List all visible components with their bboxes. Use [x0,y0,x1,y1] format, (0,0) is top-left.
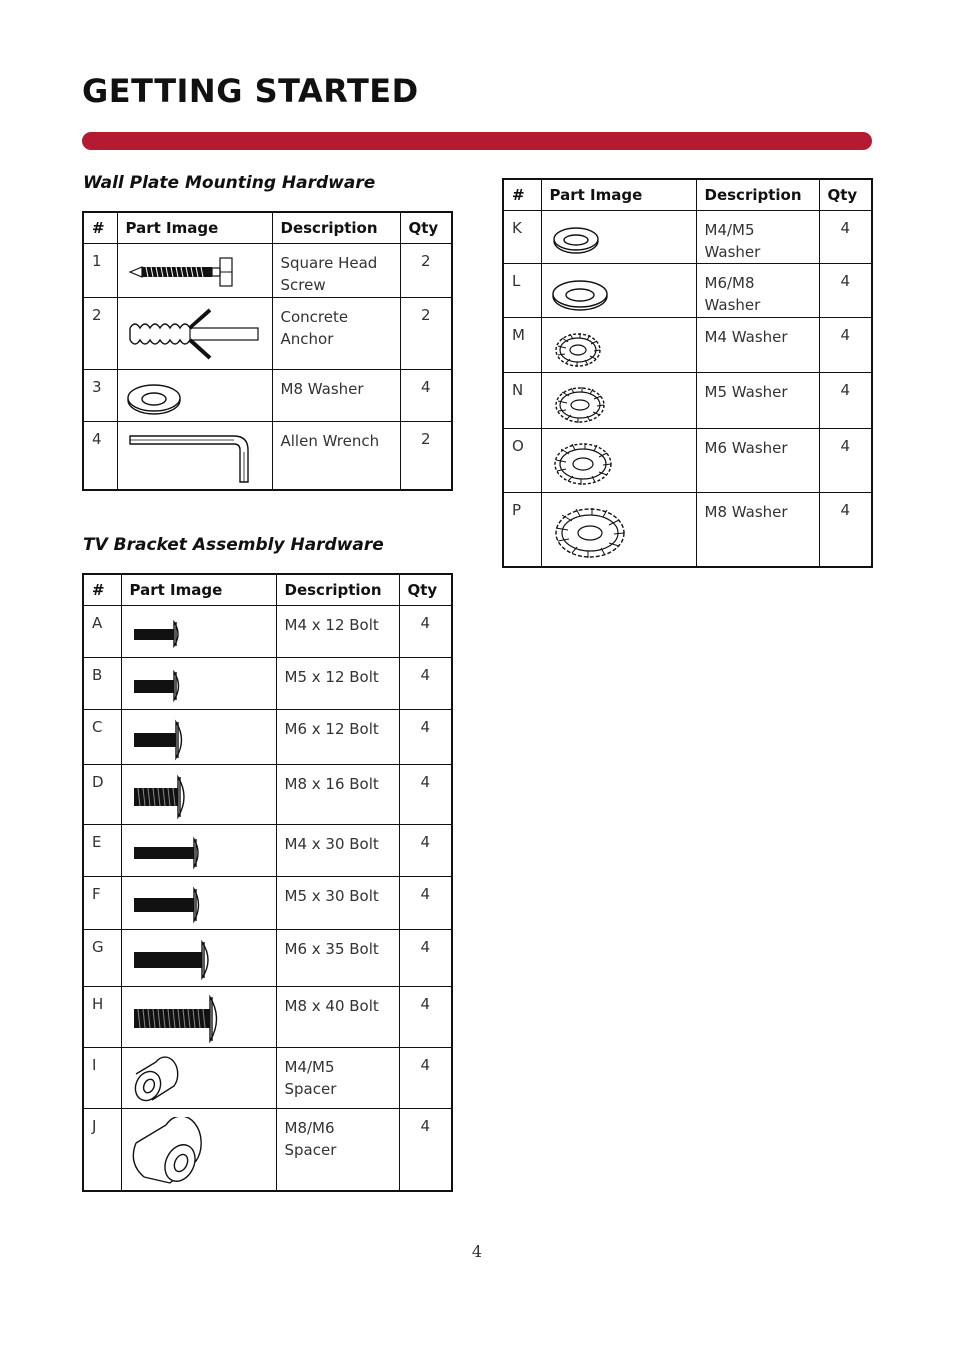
part-image-cell [121,658,276,710]
part-id: I [83,1048,121,1109]
part-id: J [83,1109,121,1191]
part-image-cell [541,211,696,264]
part-qty: 4 [399,1109,452,1191]
part-qty: 4 [819,318,872,373]
part-qty: 2 [400,244,452,298]
lock-washer-icon [550,501,634,563]
part-qty: 4 [819,373,872,429]
part-image-cell [541,373,696,429]
spacer-icon [130,1117,210,1189]
tv-bracket-section-title: TV Bracket Assembly Hardware [83,535,384,555]
table-row [83,1109,452,1191]
table-row [503,264,872,318]
part-id: N [503,373,541,429]
header-part-image: Part Image [541,179,696,211]
part-description: M5 x 30 Bolt [276,877,399,930]
part-description: M8 x 40 Bolt [276,987,399,1048]
part-qty: 4 [399,877,452,930]
part-description: Concrete Anchor [272,298,400,370]
header-description: Description [272,212,400,244]
table-row [83,298,452,370]
part-id: F [83,877,121,930]
part-id: D [83,765,121,825]
lock-washer-icon [550,326,610,372]
header-part-image: Part Image [121,574,276,606]
header-qty: Qty [819,179,872,211]
part-qty: 4 [399,658,452,710]
part-image-cell [117,370,272,422]
table-header-row [503,179,872,211]
part-image-cell [121,1109,276,1191]
table-row [503,429,872,493]
part-description: M6/M8 Washer [696,264,819,318]
part-image-cell [541,429,696,493]
allen-wrench-icon [126,430,256,486]
part-id: G [83,930,121,987]
bolt-icon [130,718,230,762]
header-qty: Qty [399,574,452,606]
part-description: M6 Washer [696,429,819,493]
table-row [83,825,452,877]
table-row [83,1048,452,1109]
bolt-icon [130,833,230,873]
header-num: # [503,179,541,211]
part-id: 1 [83,244,117,298]
part-qty: 4 [399,710,452,765]
table-row [503,373,872,429]
part-qty: 4 [399,606,452,658]
part-id: L [503,264,541,318]
bolt-icon [130,666,230,706]
concrete-anchor-icon [126,306,264,366]
flat-washer-icon [126,378,186,418]
part-qty: 4 [819,211,872,264]
part-qty: 4 [399,1048,452,1109]
table-row [83,877,452,930]
part-image-cell [121,825,276,877]
table-row [83,658,452,710]
lock-washer-icon [550,381,612,427]
part-description: M4 Washer [696,318,819,373]
header-description: Description [276,574,399,606]
part-image-cell [117,422,272,490]
flat-washer-icon [550,219,606,259]
part-id: H [83,987,121,1048]
part-description: M4/M5 Spacer [276,1048,399,1109]
table-row [83,370,452,422]
part-id: M [503,318,541,373]
header-num: # [83,212,117,244]
header-num: # [83,574,121,606]
part-qty: 4 [399,930,452,987]
part-description: M4 x 30 Bolt [276,825,399,877]
table-row [83,987,452,1048]
bolt-icon [130,885,230,925]
table-row [83,244,452,298]
table-row [83,765,452,825]
flat-washer-icon [550,272,616,314]
part-image-cell [117,298,272,370]
bolt-icon [130,614,230,654]
table-row [503,493,872,567]
part-image-cell [121,606,276,658]
part-description: M4/M5 Washer [696,211,819,264]
part-description: M8 x 16 Bolt [276,765,399,825]
header-qty: Qty [400,212,452,244]
part-qty: 4 [819,264,872,318]
part-description: M6 x 35 Bolt [276,930,399,987]
part-image-cell [121,930,276,987]
part-qty: 4 [819,429,872,493]
part-qty: 4 [399,765,452,825]
table-row [83,710,452,765]
part-id: 3 [83,370,117,422]
lock-washer-icon [550,437,620,489]
page-number: 4 [471,1242,483,1261]
table-row [83,930,452,987]
part-image-cell [541,493,696,567]
table-row [83,422,452,490]
part-image-cell [121,1048,276,1109]
table-row [83,606,452,658]
part-id: O [503,429,541,493]
bolt-icon [130,938,230,982]
page-title: GETTING STARTED [82,72,419,110]
washer-hardware-table [502,178,873,568]
part-description: M4 x 12 Bolt [276,606,399,658]
header-description: Description [696,179,819,211]
spacer-icon [130,1056,190,1106]
table-header-row [83,212,452,244]
part-image-cell [117,244,272,298]
part-description: M8 Washer [696,493,819,567]
part-description: Allen Wrench [272,422,400,490]
square-head-screw-icon [126,252,236,292]
part-qty: 2 [400,298,452,370]
part-qty: 2 [400,422,452,490]
table-header-row [83,574,452,606]
part-id: P [503,493,541,567]
title-divider-bar [82,132,872,150]
part-description: M5 Washer [696,373,819,429]
table-row [503,318,872,373]
part-image-cell [121,877,276,930]
part-description: M8 Washer [272,370,400,422]
part-description: Square Head Screw [272,244,400,298]
bolt-icon [130,995,230,1043]
tv-bracket-hardware-table [82,573,453,1192]
part-id: A [83,606,121,658]
part-image-cell [541,264,696,318]
part-image-cell [121,710,276,765]
header-part-image: Part Image [117,212,272,244]
part-description: M6 x 12 Bolt [276,710,399,765]
part-qty: 4 [399,987,452,1048]
part-qty: 4 [819,493,872,567]
part-id: 2 [83,298,117,370]
bolt-icon [130,773,230,821]
part-qty: 4 [399,825,452,877]
part-id: C [83,710,121,765]
part-id: E [83,825,121,877]
part-id: K [503,211,541,264]
part-image-cell [541,318,696,373]
part-description: M5 x 12 Bolt [276,658,399,710]
wall-plate-section-title: Wall Plate Mounting Hardware [83,173,376,193]
part-id: B [83,658,121,710]
table-row [503,211,872,264]
wall-plate-hardware-table [82,211,453,491]
part-image-cell [121,765,276,825]
part-image-cell [121,987,276,1048]
part-qty: 4 [400,370,452,422]
part-description: M8/M6 Spacer [276,1109,399,1191]
part-id: 4 [83,422,117,490]
